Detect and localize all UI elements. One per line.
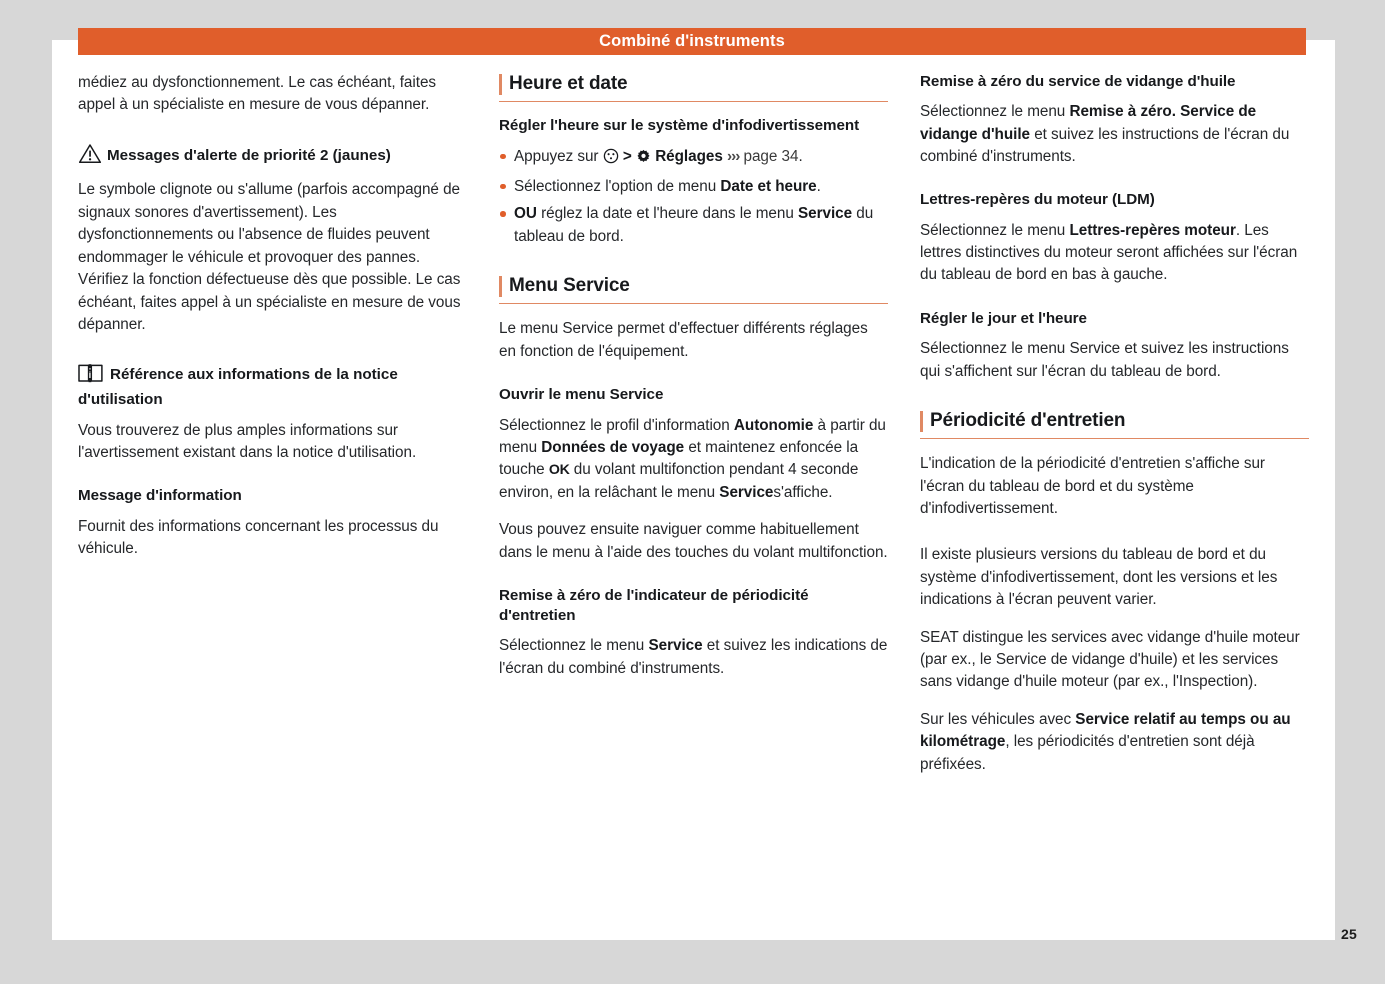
remise-indicateur-body [499,635,888,680]
remise-bold-service: Service [648,637,703,655]
reference-notice-body: Vous trouverez de plus amples informations sur l'avertissement existant dans la notice d'utilisation. [78,421,417,462]
section-heading-menu-service [499,274,888,304]
bullet2-end-punct: . [816,177,821,195]
bullet3-end-text: du tableau de bord. [514,205,874,245]
ouvrir-menu-service-body [499,415,888,505]
bullet3-mid-text: réglez la date et l'heure dans le menu [541,205,794,223]
subheading-regler-jour-heure: Régler le jour et l'heure [920,309,1087,327]
paragraph-continued: médiez au dysfonctionnement. Le cas échéant, faites appel à un spécialiste en mesure de vous dépanner. [78,74,436,114]
list-item [499,203,888,248]
periodicite-paragraph-4 [920,709,1309,776]
remise-vidange-huile-body [920,101,1309,168]
ldm-text-c: . Les lettres distinctives du moteur seront affichées sur l'écran du tableau de bord en bas à gauche. [920,221,1298,284]
section-heading-heure-et-date-text: Heure et date [509,73,628,94]
ouvrir-bold-service: Service [719,483,774,501]
page-header-banner [78,28,1306,55]
remise-text-c: et suivez les indications de l'écran du combiné d'instruments. [499,637,888,677]
ouvrir-bold-autonomie: Autonomie [733,416,814,434]
periodicite-text-a: Sur les véhicules avec [920,710,1072,728]
section-accent-bar [499,276,502,297]
reference-notice-heading-text: Référence aux informations de la notice d'utilisation [78,366,398,408]
periodicite-paragraph-2: Il existe plusieurs versions du tableau de bord et du système d'infodivertissement, dont les versions et les indications à l'écran peuvent varier. [920,546,1278,609]
ldm-bold-menu: Lettres-repères moteur [1069,221,1236,239]
warning-priority2-body: Le symbole clignote ou s'allume (parfois accompagné de signaux sonores d'avertissement). Les dysfonctionnements ou l'absence de fluides peuvent endommager le véhicule et provoquer des pannes. Vérifiez la fonction défectueuse dès que possible. Le cas échéant, faites appel à un spécialiste en mesure de vous dépanner. [78,181,461,333]
section-accent-bar [499,74,502,95]
remise-vidange-bold-menu: Remise à zéro. Service de vidange d'huile [920,103,1257,143]
bullet1-separator: > [622,147,632,165]
bullet1-end-punct: . [798,147,803,165]
cross-reference-arrows: ››› [727,147,740,165]
ldm-body [920,220,1309,287]
open-book-info-icon [78,363,105,390]
content-columns [78,72,1310,922]
bullet3-bold-label: Service [798,205,853,223]
section-heading-periodicite [920,409,1309,439]
subheading-regler-heure: Régler l'heure sur le système d'infodivertissement [499,117,860,135]
bullet2-bold-label: Date et heure [720,177,817,195]
periodicite-paragraph-1: L'indication de la périodicité d'entretien s'affiche sur l'écran du tableau de bord et du système d'infodivertissement. [920,455,1265,518]
subheading-ldm: Lettres-repères du moteur (LDM) [920,191,1155,209]
ouvrir-menu-service-body-2: Vous pouvez ensuite naviguer comme habituellement dans le menu à l'aide des touches du volant multifonction. [499,521,888,561]
remise-text-a: Sélectionnez le menu [499,637,645,655]
bullet1-reglages-label: Réglages [655,147,723,165]
gear-icon [636,149,651,171]
bullet1-pre-text: Appuyez sur [514,147,599,165]
column-2 [499,72,888,922]
section-accent-bar [920,411,923,432]
section-heading-periodicite-text: Périodicité d'entretien [930,409,1126,431]
info-message-heading: Message d'information [78,487,242,505]
remise-vidange-text-a: Sélectionnez le menu [920,103,1066,121]
list-item [499,146,888,171]
periodicite-text-c: , les périodicités d'entretien sont déjà préfixées. [920,733,1255,773]
warning-priority2-heading [78,143,467,171]
subheading-ouvrir-menu-service: Ouvrir le menu Service [499,386,664,404]
cross-reference-page: page 34 [743,147,799,165]
regler-jour-heure-body: Sélectionnez le menu Service et suivez les instructions qui s'affichent sur l'écran du tableau de bord. [920,340,1289,380]
svg-text:i: i [88,370,92,381]
ouvrir-text-h: s'affiche. [773,483,833,501]
periodicite-bold-service-relatif: Service relatif au temps ou au kilométrage [920,710,1291,751]
heure-date-bullet-list [499,146,888,249]
apps-grid-circle-icon [603,148,619,171]
warning-triangle-icon [78,143,102,171]
menu-service-body: Le menu Service permet d'effectuer différents réglages en fonction de l'équipement. [499,320,868,360]
reference-notice-heading [78,363,467,410]
section-heading-menu-service-text: Menu Service [509,275,630,297]
column-1 [78,72,467,922]
subheading-remise-vidange-huile: Remise à zéro du service de vidange d'huile [920,73,1236,90]
periodicite-paragraph-3: SEAT distingue les services avec vidange d'huile moteur (par ex., le Service de vidange d'huile) et les services sans vidange d'huile moteur (par ex., l'Inspection). [920,628,1300,691]
ouvrir-text-c: à partir du menu [499,416,886,456]
page-number: 25 [1341,926,1357,942]
warning-priority2-heading-text: Messages d'alerte de priorité 2 (jaunes) [107,146,391,164]
remise-vidange-text-c: et suivez les instructions de l'écran du combiné d'instruments. [920,125,1290,166]
bullet3-ou-label: OU [514,205,537,223]
ouvrir-text-e: et maintenez enfoncée la touche [499,438,859,479]
ouvrir-text-f: du volant multifonction pendant 4 seconde environ, en la relâchant le menu [499,461,859,501]
ouvrir-bold-donnees-voyage: Données de voyage [541,438,685,456]
ldm-text-a: Sélectionnez le menu [920,221,1066,239]
list-item [499,176,888,198]
ouvrir-text-a: Sélectionnez le profil d'information [499,416,730,434]
info-message-body: Fournit des informations concernant les processus du véhicule. [78,517,439,558]
bullet2-pre-text: Sélectionnez l'option de menu [514,177,717,195]
column-3 [920,72,1309,922]
section-heading-heure-et-date [499,72,888,102]
ok-key-label: OK [548,462,570,479]
page-header-title: Combiné d'instruments [599,32,785,50]
subheading-remise-indicateur: Remise à zéro de l'indicateur de périodicité d'entretien [499,586,809,625]
